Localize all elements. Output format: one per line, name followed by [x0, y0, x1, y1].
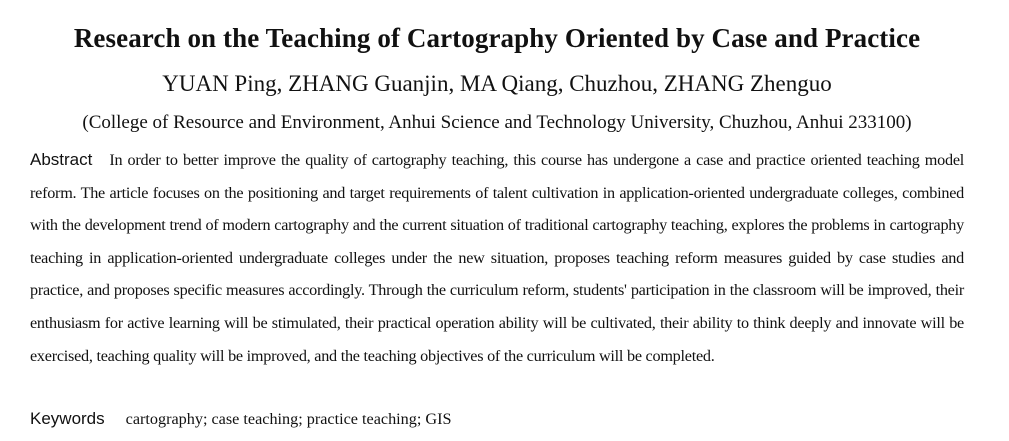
keywords-block: [30, 404, 964, 434]
abstract-block: [30, 144, 964, 372]
keywords-text: cartography; case teaching; practice teaching; GIS: [125, 410, 452, 428]
paper-title: Research on the Teaching of Cartography Oriented by Case and Practice: [73, 23, 921, 53]
abstract-text: In order to better improve the quality of cartography teaching, this course has undergone a case and practice oriented teaching model reform. The article focuses on the positioning and target requirements of talent cultivation in application-oriented undergraduate colleges, combined with the development trend of modern cartography and the current situation of traditional cartography teaching, explores the problems in cartography teaching in application-oriented undergraduate colleges under the new situation, proposes teaching reform measures guided by case studies and practice, and proposes specific measures accordingly. Through the curriculum reform, students' participation in the classroom will be improved, their enthusiasm for active learning will be stimulated, their practical operation ability will be cultivated, their ability to think deeply and innovate will be exercised, teaching quality will be improved, and the teaching objectives of the curriculum will be completed.: [30, 151, 964, 365]
author-list: YUAN Ping, ZHANG Guanjin, MA Qiang, Chuzhou, ZHANG Zhenguo: [162, 71, 832, 96]
abstract-label: Abstract: [30, 150, 93, 169]
author-affiliation: (College of Resource and Environment, Anhui Science and Technology University, Chuzhou, Anhui 233100): [82, 112, 912, 133]
keywords-label: Keywords: [30, 409, 105, 428]
